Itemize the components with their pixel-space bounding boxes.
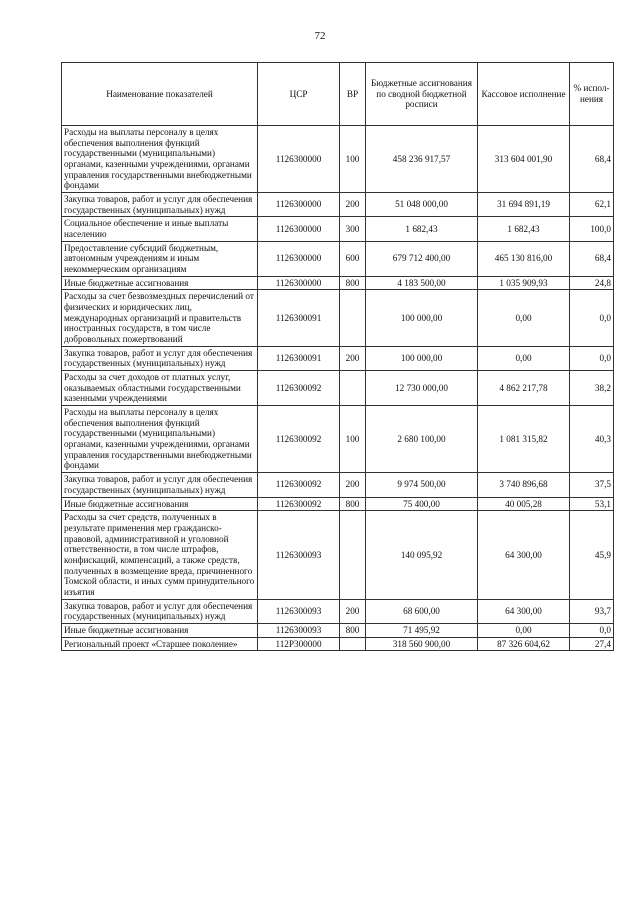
row-vr: 200 — [340, 346, 366, 370]
row-vr: 200 — [340, 599, 366, 623]
page-number: 72 — [314, 30, 326, 42]
row-vr — [340, 371, 366, 406]
table-row — [62, 473, 614, 497]
row-csr: 1126300000 — [258, 276, 340, 290]
budget-execution-table — [61, 62, 614, 651]
row-csr: 1126300000 — [258, 126, 340, 193]
row-csr: 1126300092 — [258, 371, 340, 406]
row-csr: 1126300091 — [258, 346, 340, 370]
row-csr: 1126300000 — [258, 193, 340, 217]
header-assignments: Бюджетные ассигнования по сводной бюджетной росписи — [366, 63, 478, 126]
row-cash: 4 862 217,78 — [478, 371, 570, 406]
table-row — [62, 241, 614, 276]
row-amount: 1 682,43 — [366, 217, 478, 241]
row-vr: 300 — [340, 217, 366, 241]
row-vr: 200 — [340, 193, 366, 217]
row-cash: 40 005,28 — [478, 497, 570, 511]
row-csr: 1126300093 — [258, 511, 340, 599]
table-row — [62, 276, 614, 290]
table-row — [62, 290, 614, 346]
row-vr: 100 — [340, 126, 366, 193]
row-percent: 0,0 — [570, 290, 614, 346]
table-row — [62, 511, 614, 599]
row-vr: 600 — [340, 241, 366, 276]
row-percent: 0,0 — [570, 346, 614, 370]
row-cash: 3 740 896,68 — [478, 473, 570, 497]
row-cash: 64 300,00 — [478, 599, 570, 623]
row-name: Расходы за счет безвозмездных перечислений от физических и юридических лиц, международных организаций и правительств иностранных государств, в том числе добровольных пожертвований — [62, 290, 258, 346]
row-percent: 68,4 — [570, 241, 614, 276]
row-name: Закупка товаров, работ и услуг для обеспечения государственных (муниципальных) нужд — [62, 473, 258, 497]
row-percent: 27,4 — [570, 637, 614, 651]
row-percent: 24,8 — [570, 276, 614, 290]
row-cash: 1 035 909,93 — [478, 276, 570, 290]
row-name: Расходы за счет средств, полученных в результате применения мер гражданско-правовой, административной и уголовной ответственности, в том числе штрафов, конфискаций, компенсаций, а также средств, полученных в возмещение вреда, причиненного Томской области, и иных сумм принудительного изъятия — [62, 511, 258, 599]
row-name: Иные бюджетные ассигнования — [62, 623, 258, 637]
row-amount: 2 680 100,00 — [366, 406, 478, 473]
row-amount: 140 095,92 — [366, 511, 478, 599]
row-amount: 75 400,00 — [366, 497, 478, 511]
row-name: Расходы за счет доходов от платных услуг, оказываемых областными государственными казенными учреждениями — [62, 371, 258, 406]
header-vr: ВР — [340, 63, 366, 126]
row-name: Региональный проект «Старшее поколение» — [62, 637, 258, 651]
row-cash: 31 694 891,19 — [478, 193, 570, 217]
table-row — [62, 599, 614, 623]
row-amount: 318 560 900,00 — [366, 637, 478, 651]
header-csr: ЦСР — [258, 63, 340, 126]
row-csr: 112P300000 — [258, 637, 340, 651]
row-vr: 800 — [340, 276, 366, 290]
header-percent: % испол-нения — [570, 63, 614, 126]
table-row — [62, 217, 614, 241]
row-csr: 1126300000 — [258, 241, 340, 276]
row-csr: 1126300093 — [258, 623, 340, 637]
row-percent: 0,0 — [570, 623, 614, 637]
row-amount: 68 600,00 — [366, 599, 478, 623]
table-row — [62, 623, 614, 637]
row-cash: 0,00 — [478, 346, 570, 370]
row-cash: 1 682,43 — [478, 217, 570, 241]
row-name: Иные бюджетные ассигнования — [62, 497, 258, 511]
table-header-row — [62, 63, 614, 126]
row-amount: 100 000,00 — [366, 290, 478, 346]
row-percent: 45,9 — [570, 511, 614, 599]
row-name: Расходы на выплаты персоналу в целях обеспечения выполнения функций государственными (муниципальными) органами, казенными учреждениями, органами управления государственными внебюджетными фондами — [62, 406, 258, 473]
row-csr: 1126300092 — [258, 406, 340, 473]
row-percent: 53,1 — [570, 497, 614, 511]
row-name: Социальное обеспечение и иные выплаты населению — [62, 217, 258, 241]
row-amount: 4 183 500,00 — [366, 276, 478, 290]
row-name: Расходы на выплаты персоналу в целях обеспечения выполнения функций государственными (муниципальными) органами, казенными учреждениями, органами управления государственными внебюджетными фондами — [62, 126, 258, 193]
row-percent: 37,5 — [570, 473, 614, 497]
row-amount: 12 730 000,00 — [366, 371, 478, 406]
table-body — [62, 126, 614, 651]
row-cash: 0,00 — [478, 623, 570, 637]
row-amount: 100 000,00 — [366, 346, 478, 370]
row-name: Закупка товаров, работ и услуг для обеспечения государственных (муниципальных) нужд — [62, 193, 258, 217]
row-csr: 1126300000 — [258, 217, 340, 241]
row-vr: 800 — [340, 497, 366, 511]
row-amount: 71 495,92 — [366, 623, 478, 637]
row-name: Закупка товаров, работ и услуг для обеспечения государственных (муниципальных) нужд — [62, 346, 258, 370]
table-row — [62, 406, 614, 473]
row-cash: 313 604 001,90 — [478, 126, 570, 193]
row-cash: 465 130 816,00 — [478, 241, 570, 276]
header-name: Наименование показателей — [62, 63, 258, 126]
row-amount: 51 048 000,00 — [366, 193, 478, 217]
row-amount: 458 236 917,57 — [366, 126, 478, 193]
row-cash: 0,00 — [478, 290, 570, 346]
row-csr: 1126300092 — [258, 497, 340, 511]
row-name: Закупка товаров, работ и услуг для обеспечения государственных (муниципальных) нужд — [62, 599, 258, 623]
row-percent: 40,3 — [570, 406, 614, 473]
row-vr: 200 — [340, 473, 366, 497]
row-cash: 64 300,00 — [478, 511, 570, 599]
row-amount: 9 974 500,00 — [366, 473, 478, 497]
row-vr — [340, 290, 366, 346]
row-csr: 1126300093 — [258, 599, 340, 623]
table-row — [62, 371, 614, 406]
row-percent: 38,2 — [570, 371, 614, 406]
table-row — [62, 346, 614, 370]
row-cash: 1 081 315,82 — [478, 406, 570, 473]
table-row — [62, 497, 614, 511]
row-percent: 68,4 — [570, 126, 614, 193]
row-vr: 800 — [340, 623, 366, 637]
row-percent: 93,7 — [570, 599, 614, 623]
row-name: Иные бюджетные ассигнования — [62, 276, 258, 290]
row-vr — [340, 511, 366, 599]
row-csr: 1126300092 — [258, 473, 340, 497]
header-cash: Кассовое исполнение — [478, 63, 570, 126]
row-percent: 100,0 — [570, 217, 614, 241]
table-row — [62, 637, 614, 651]
row-cash: 87 326 604,62 — [478, 637, 570, 651]
row-vr — [340, 637, 366, 651]
table-row — [62, 126, 614, 193]
row-name: Предоставление субсидий бюджетным, автономным учреждениям и иным некоммерческим организациям — [62, 241, 258, 276]
row-percent: 62,1 — [570, 193, 614, 217]
row-amount: 679 712 400,00 — [366, 241, 478, 276]
table-row — [62, 193, 614, 217]
row-vr: 100 — [340, 406, 366, 473]
row-csr: 1126300091 — [258, 290, 340, 346]
